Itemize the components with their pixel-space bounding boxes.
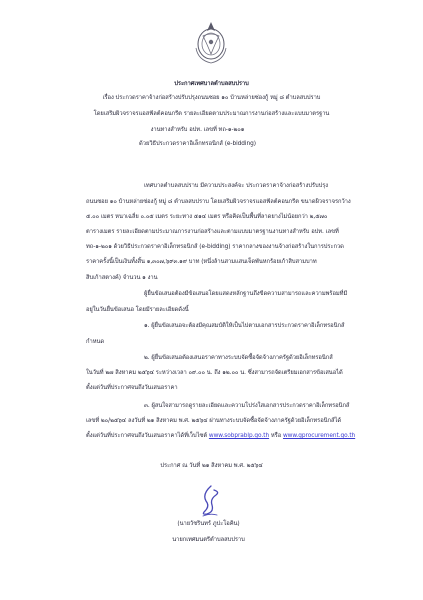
item-1-line: กำหนด [86, 339, 105, 345]
item-2-line: ตั้งแต่วันที่ประกาศจนถึงวันเสนอราคา [86, 385, 178, 391]
item-3-or: หรือ [270, 433, 282, 439]
signer-position: นายกเทศมนตรีตำบลสบปราบ [172, 537, 245, 543]
item-3-line: ๓. ผู้สนใจสามารถดูรายละเอียดและความโปร่งใสเอกสารประกวดราคาอิเล็กทรอนิกส์ [144, 403, 350, 409]
announcement-title: ประกาศเทศบาลตำบลสบปราบ [174, 81, 249, 87]
municipal-seal-icon [188, 14, 234, 70]
paragraph-1-line: ทถ-๑-๒๐๑ ด้วยวิธีประกวดราคาอิเล็กทรอนิกส์ (e-bidding) ราคากลางของงานจ้างก่อสร้างในการประกวด [86, 244, 344, 250]
website-link-municipality[interactable]: www.sobprablp.go.th [208, 433, 270, 439]
handwritten-signature [197, 484, 223, 518]
item-3-text: ตั้งแต่วันที่ประกาศจนถึงวันเสนอราคาได้ที่เว็บไซต์ [86, 433, 208, 439]
paragraph-2-line: ผู้ยื่นข้อเสนอต้องมีข้อเสนอโดยแสดงหลักฐานถึงขีดความสามารถและความพร้อมที่มี [144, 291, 348, 297]
subject-line-1: เรื่อง ประกวดราคาจ้างก่อสร้างปรับปรุงถนนซอย ๑๐ บ้านหล่ายซ่องกู้ หมู่ ๘ ตำบลสบปราบ [102, 95, 321, 101]
paragraph-1-line: ๕.๐๐ เมตร หนาเฉลี่ย ๐.๐๕ เมตร ระยะทาง ๕๑๔ เมตร หรือคิดเป็นพื้นที่ลาดยางไม่น้อยกว่า ๒,๕๗๐ [86, 214, 328, 220]
subject-line-2: โดยเสริมผิวจราจรแอสฟัลต์คอนกรีต รายละเอียดตามประมาณการงานก่อสร้างและแบบมาตรฐาน [93, 111, 330, 117]
paragraph-1-line: ราคาครั้งนี้เป็นเงินทั้งสิ้น ๑,๓๐๗,๖๙๓.๑๙ บาท (หนึ่งล้านสามแสนเจ็ดพันหกร้อยเก้าสิบสามบาท [86, 259, 317, 265]
announcement-date: ประกาศ ณ วันที่ ๒๑ สิงหาคม พ.ศ. ๒๕๖๔ [160, 463, 263, 469]
item-1-line: ๑. ผู้ยื่นข้อเสนอจะต้องมีคุณสมบัติให้เป็นไปตามเอกสารประกวดราคาอิเล็กทรอนิกส์ [144, 323, 345, 329]
item-3-last-line [86, 432, 355, 440]
paragraph-1-line: เทศบาลตำบลสบปราบ มีความประสงค์จะ ประกวดราคาจ้างก่อสร้างปรับปรุง [144, 183, 329, 189]
item-2-line: ในวันที่ ๒๗ สิงหาคม ๒๕๖๔ ระหว่างเวลา ๐๙.๐๐ น. ถึง ๑๒.๐๐ น. ซึ่งสามารถจัดเตรียมเอกสารข้อเสนอได้ [86, 370, 343, 376]
paragraph-1-line: ตารางเมตร รายละเอียดตามประมาณการงานก่อสร้างและตามแบบมาตรฐานงานทางสำหรับ อปท. เลขที่ [86, 229, 339, 235]
paragraph-1-line: สิบเก้าสตางค์) จำนวน ๑ งาน [86, 275, 158, 281]
subject-line-4: ด้วยวิธีประกวดราคาอิเล็กทรอนิกส์ (e-bidding) [139, 141, 256, 147]
signer-name: (นายวัชรินทร์ ภูปะโอคิน) [177, 521, 240, 527]
subject-line-3: งานทางสำหรับ อปท. เลขที่ ทถ-๑-๒๐๑ [150, 127, 245, 133]
paragraph-2-line: อยู่ในวันยื่นข้อเสนอ โดยมีรายละเอียดดังนี้ [86, 307, 189, 313]
item-3-line: เลขที่ ๒๐/๒๕๖๔ ลงวันที่ ๒๑ สิงหาคม พ.ศ. ๒๕๖๔ ผ่านทางระบบจัดซื้อจัดจ้างภาครัฐด้วยอิเล็กทรอนิกส์ได้ [86, 418, 342, 424]
website-link-gprocurement[interactable]: www.gprocurement.go.th [282, 433, 356, 439]
paragraph-1-line: ถนนซอย ๑๐ บ้านหล่ายซ่องกู้ หมู่ ๘ ตำบลสบปราบ โดยเสริมผิวจราจรแอสฟัลต์คอนกรีต ขนาดผิวจราจรกว้าง [86, 199, 351, 205]
item-2-line: ๒. ผู้ยื่นข้อเสนอต้องเสนอราคาทางระบบจัดซื้อจัดจ้างภาครัฐด้วยอิเล็กทรอนิกส์ [144, 355, 333, 361]
